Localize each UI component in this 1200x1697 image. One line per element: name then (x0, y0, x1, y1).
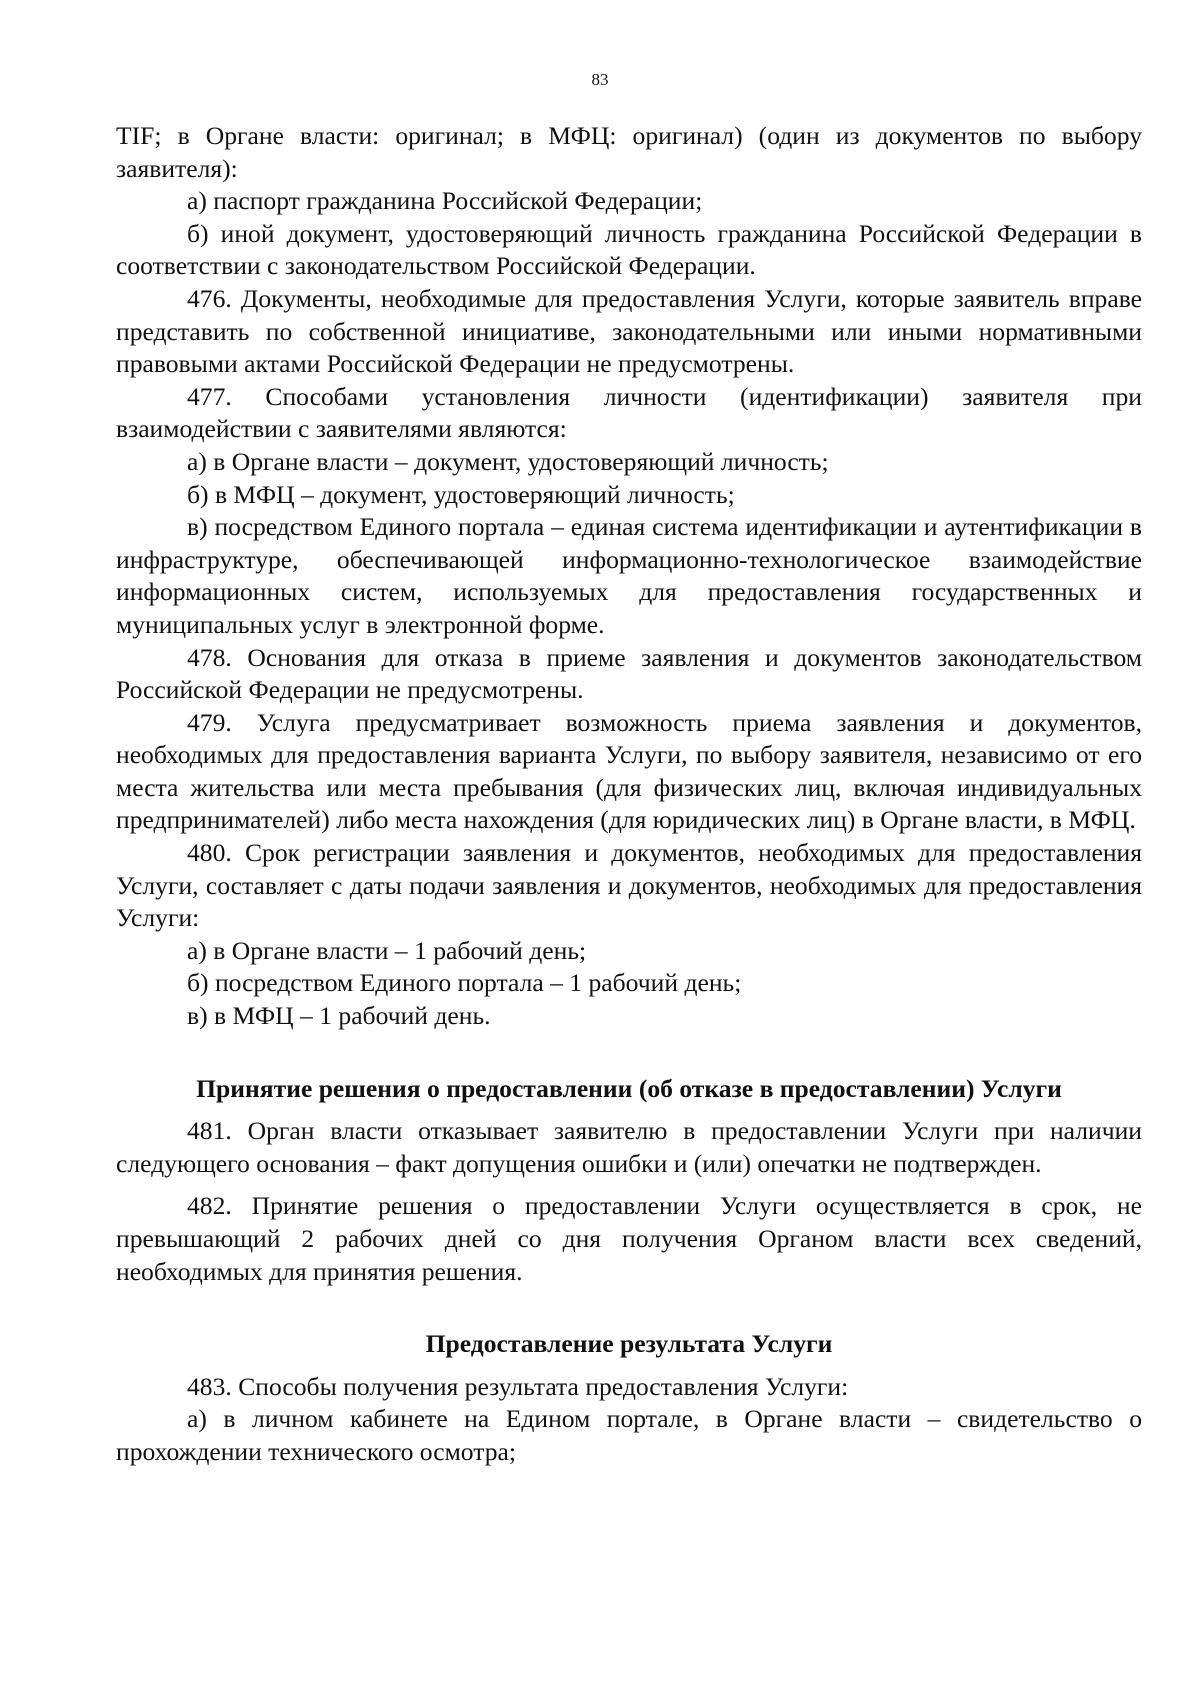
paragraph: в) посредством Единого портала – единая система идентификации и аутентификации в инфраструктуре, обеспечивающей информационно-технологическое взаимодействие информационных систем, используемых для предоставления государственных и муниципальных услуг в электронной форме. (116, 512, 1142, 639)
paragraph: б) иной документ, удостоверяющий личность гражданина Российской Федерации в соответствии с законодательством Российской Федерации. (116, 218, 1142, 281)
paragraph: а) в личном кабинете на Едином портале, в Органе власти – свидетельство о прохождении технического осмотра; (116, 1404, 1142, 1466)
paragraph-481: 481. Орган власти отказывает заявителю в предоставлении Услуги при наличии следующего основания – факт допущения ошибки и (или) опечатки не подтвержден. (116, 1116, 1142, 1178)
spacer (116, 1033, 1142, 1073)
section-result-methods (116, 1371, 1142, 1469)
paragraph: 476. Документы, необходимые для предоставления Услуги, которые заявитель вправе представить по собственной инициативе, законодательными или иными нормативными правовыми актами Российской Федерации не предусмотрены. (116, 283, 1142, 379)
paragraph: б) в МФЦ – документ, удостоверяющий личность; (187, 479, 735, 509)
section-heading-decision: Принятие решения о предоставлении (об отказе в предоставлении) Услуги (196, 1073, 1062, 1103)
paragraph: а) паспорт гражданина Российской Федерации; (187, 186, 703, 216)
paragraph: в) в МФЦ – 1 рабочий день. (187, 1001, 491, 1031)
paragraph: 478. Основания для отказа в приеме заявления и документов законодательством Российской Федерации не предусмотрены. (116, 642, 1142, 705)
paragraph-482: 482. Принятие решения о предоставлении Услуги осуществляется в срок, не превышающий 2 рабочих дней со дня получения Органом власти всех сведений, необходимых для принятия решения. (116, 1191, 1142, 1286)
section-registration-rules (116, 120, 1142, 1033)
spacer (116, 1288, 1142, 1328)
spacer (116, 1105, 1142, 1115)
spacer (116, 1180, 1142, 1190)
paragraph: 477. Способами установления личности (идентификации) заявителя при взаимодействии с заявителями являются: (116, 381, 1142, 444)
page-content (116, 120, 1142, 1469)
paragraph: TIF; в Органе власти: оригинал; в МФЦ: оригинал) (один из документов по выбору заявителя): (116, 121, 1142, 183)
page-number: 83 (591, 70, 609, 89)
paragraph: 479. Услуга предусматривает возможность приема заявления и документов, необходимых для предоставления варианта Услуги, по выбору заявителя, независимо от его места жительства или места пребывания (для физических лиц, включая индивидуальных предпринимателей) либо места нахождения (для юридических лиц) в Органе власти, в МФЦ. (116, 707, 1142, 835)
spacer (116, 1361, 1142, 1371)
paragraph: а) в Органе власти – 1 рабочий день; (187, 935, 587, 965)
section-heading-result: Предоставление результата Услуги (425, 1329, 833, 1359)
paragraph: 480. Срок регистрации заявления и документов, необходимых для предоставления Услуги, составляет с даты подачи заявления и документов, необходимых для предоставления Услуги: (116, 838, 1142, 933)
paragraph: а) в Органе власти – документ, удостоверяющий личность; (187, 446, 829, 476)
paragraph: б) посредством Единого портала – 1 рабочий день; (187, 968, 742, 998)
paragraph: 483. Способы получения результата предоставления Услуги: (187, 1371, 849, 1401)
